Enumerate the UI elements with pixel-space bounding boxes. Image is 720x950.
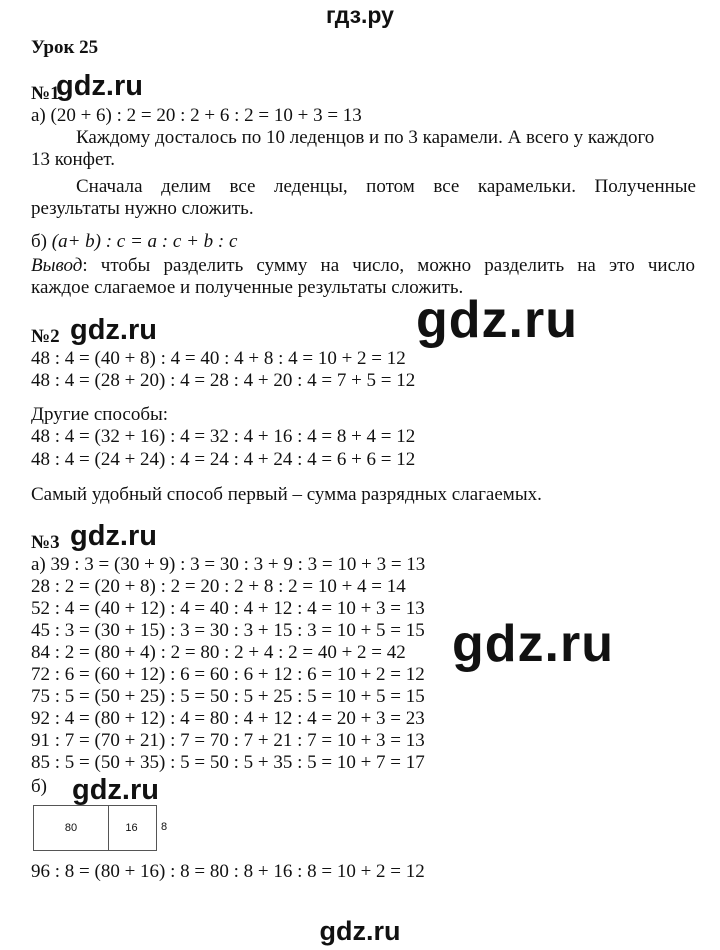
task1-para2-line2: результаты нужно сложить.: [31, 198, 254, 219]
task3-line-3: 52 : 4 = (40 + 12) : 4 = 40 : 4 + 12 : 4 = 10 + 3 = 13: [31, 598, 425, 619]
task3-part-b: б): [31, 776, 47, 797]
watermark: gdz.ru: [416, 291, 578, 349]
task3-line-8: 92 : 4 = (80 + 12) : 4 = 80 : 4 + 12 : 4 = 20 + 3 = 23: [31, 708, 425, 729]
task1-conclusion-line1: [31, 255, 695, 277]
watermark: gdz.ru: [56, 70, 143, 102]
watermark: gdz.ru: [72, 774, 159, 806]
diagram-cell-80-label: 80: [64, 822, 78, 834]
task3-line-1: а) 39 : 3 = (30 + 9) : 3 = 30 : 3 + 9 : 3 = 10 + 3 = 13: [31, 554, 426, 575]
task3-line-4: 45 : 3 = (30 + 15) : 3 = 30 : 3 + 15 : 3 = 10 + 5 = 15: [31, 620, 425, 641]
diagram-cell-16-label: 16: [125, 822, 138, 834]
task2-other-line-1: 48 : 4 = (32 + 16) : 4 = 32 : 4 + 16 : 4 = 8 + 4 = 12: [31, 426, 416, 447]
watermark: gdz.ru: [70, 520, 157, 552]
task2-other-label: Другие способы:: [31, 404, 169, 425]
diagram-cell-16: [107, 805, 157, 851]
task2-conclusion: Самый удобный способ первый – сумма разрядных слагаемых.: [31, 484, 542, 505]
task3-line-7: 75 : 5 = (50 + 25) : 5 = 50 : 5 + 25 : 5 = 10 + 5 = 15: [31, 686, 425, 707]
task1-conclusion-line2: каждое слагаемое и полученные результаты сложить.: [31, 277, 464, 298]
site-header: гдз.ру: [326, 2, 394, 28]
task1-para2-line1: Сначала делим все леденцы, потом все карамельки. Полученные: [76, 176, 696, 197]
task1-para1-line1: Каждому досталось по 10 леденцов и по 3 карамели. А всего у каждого: [76, 127, 655, 148]
task1-formula: (a+ b) : c = a : c + b : c: [51, 231, 238, 252]
task1-conclusion-label: Вывод: [31, 255, 83, 276]
task3-final-line: 96 : 8 = (80 + 16) : 8 = 80 : 8 + 16 : 8 = 10 + 2 = 12: [31, 861, 425, 882]
task2-line-1: 48 : 4 = (40 + 8) : 4 = 40 : 4 + 8 : 4 = 10 + 2 = 12: [31, 348, 406, 369]
task3-line-10: 85 : 5 = (50 + 35) : 5 = 50 : 5 + 35 : 5 = 10 + 7 = 17: [31, 752, 425, 773]
task1-paragraph-1: [31, 127, 695, 149]
task3-line-6: 72 : 6 = (60 + 12) : 6 = 60 : 6 + 12 : 6 = 10 + 2 = 12: [31, 664, 425, 685]
footer-watermark: gdz.ru: [319, 916, 401, 946]
diagram-cell-80: [33, 805, 109, 851]
task2-line-2: 48 : 4 = (28 + 20) : 4 = 28 : 4 + 20 : 4 = 7 + 5 = 12: [31, 370, 416, 391]
diagram-side-label: 8: [161, 821, 168, 833]
watermark: gdz.ru: [452, 615, 614, 673]
task3-line-5: 84 : 2 = (80 + 4) : 2 = 80 : 2 + 4 : 2 = 40 + 2 = 42: [31, 642, 406, 663]
watermark: gdz.ru: [70, 314, 157, 346]
task1-conclusion-text: : чтобы разделить сумму на число, можно разделить на это число: [82, 255, 695, 276]
task2-number: №2: [31, 326, 60, 347]
lesson-title: Урок 25: [31, 37, 99, 58]
task2-other-line-2: 48 : 4 = (24 + 24) : 4 = 24 : 4 + 24 : 4 = 6 + 6 = 12: [31, 449, 416, 470]
task1-line-b: [31, 231, 237, 253]
task1-line-b-prefix: б): [31, 231, 52, 252]
task1-line-a: а) (20 + 6) : 2 = 20 : 2 + 6 : 2 = 10 + 3 = 13: [31, 105, 362, 126]
task3-number: №3: [31, 532, 60, 553]
task1-number: №1: [31, 83, 60, 104]
task3-line-2: 28 : 2 = (20 + 8) : 2 = 20 : 2 + 8 : 2 = 10 + 4 = 14: [31, 576, 406, 597]
task3-line-9: 91 : 7 = (70 + 21) : 7 = 70 : 7 + 21 : 7 = 10 + 3 = 13: [31, 730, 425, 751]
task1-para1-line2: 13 конфет.: [31, 149, 116, 170]
